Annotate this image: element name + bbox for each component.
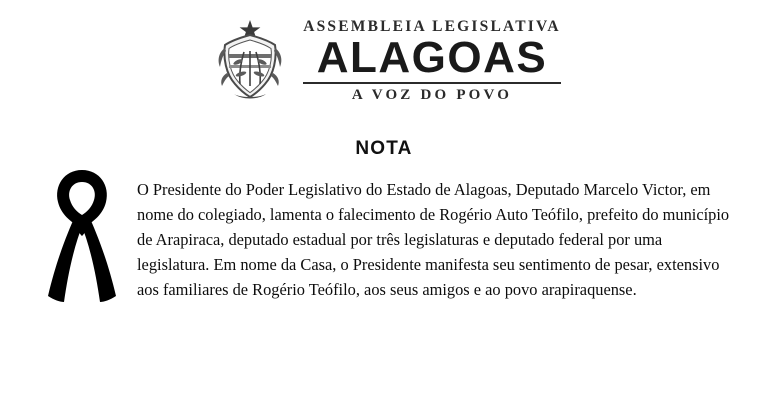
wordmark-divider [303,82,561,84]
black-mourning-ribbon-icon [36,166,128,306]
wordmark-top-line: ASSEMBLEIA LEGISLATIVA [303,17,561,35]
wordmark-tagline: A VOZ DO POVO [351,87,513,104]
page-title: NOTA [355,138,413,159]
wordmark-main-line: ALAGOAS [316,33,548,83]
logo-inner [207,18,561,104]
wordmark [303,19,561,104]
note-body-text: O Presidente do Poder Legislativo do Estado de Alagoas, Deputado Marcelo Victor, em nome do colegiado, lamenta o falecimento de Rogério Auto Teófilo, prefeito do município de Arapiraca, deputado estadual por três legislaturas e deputado federal por uma legislatura. Em nome da Casa, o Presidente manifesta seu sentimento de pesar, extensivo aos familiares de Rogério Teófilo, aos seus amigos e ao povo arapiraquense. [137,180,730,299]
institution-logo [0,18,768,104]
alagoas-coat-of-arms-icon [207,18,293,104]
